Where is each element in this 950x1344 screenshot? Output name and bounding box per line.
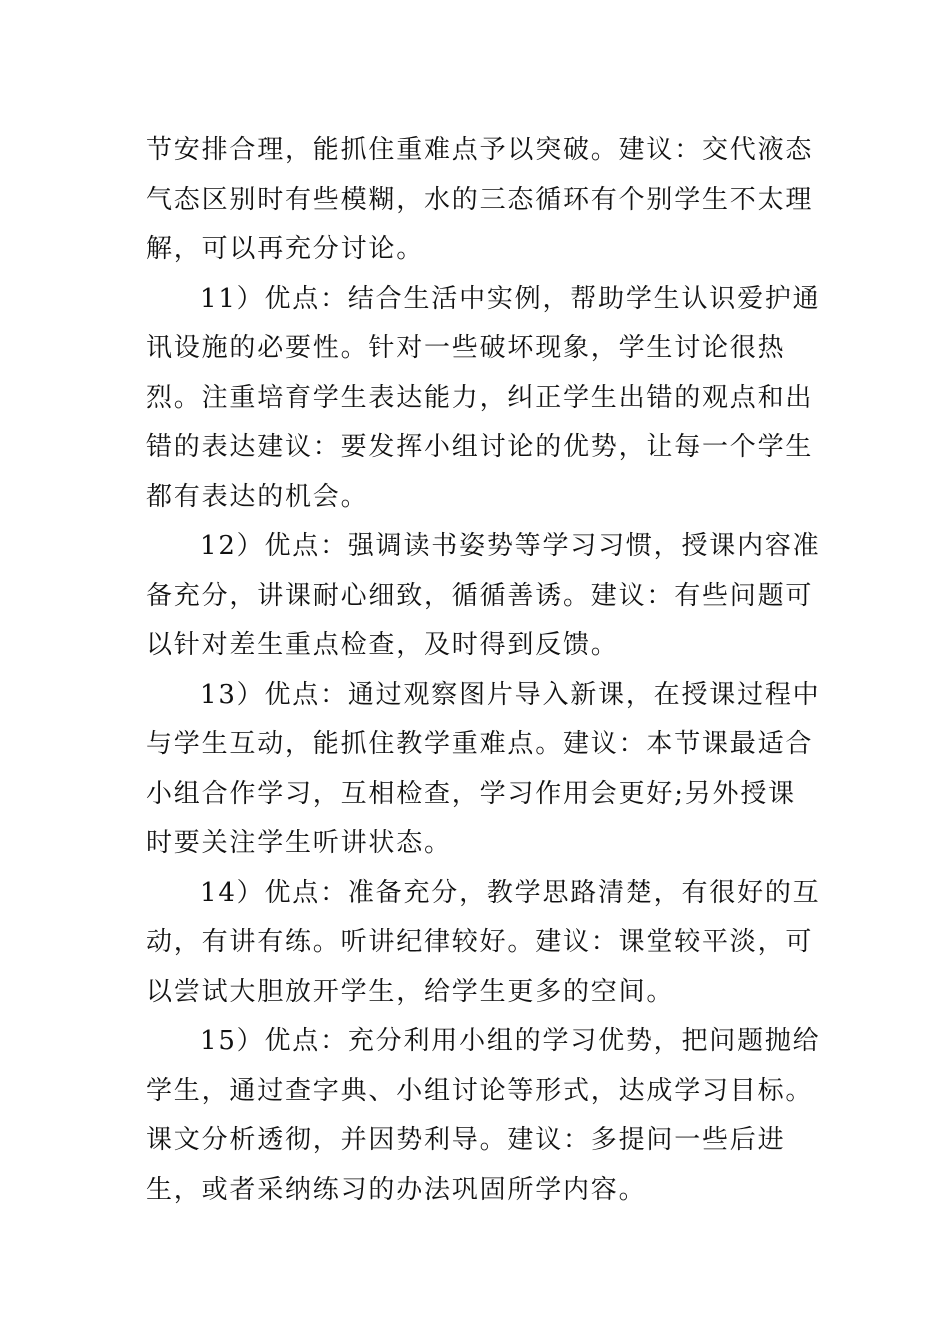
paragraph-item-13: 13）优点：通过观察图片导入新课，在授课过程中与学生互动，能抓住教学重难点。建议：本节课最适合小组合作学习，互相检查，学习作用会更好;另外授课时要关注学生听讲状态。 [146,679,821,858]
paragraph-item-14: 14）优点：准备充分，教学思路清楚，有很好的互动，有讲有练。听讲纪律较好。建议：课堂较平淡，可以尝试大胆放开学生，给学生更多的空间。 [146,877,821,1007]
paragraph-item-15: 15）优点：充分利用小组的学习优势，把问题抛给学生，通过查字典、小组讨论等形式，达成学习目标。课文分析透彻，并因势利导。建议：多提问一些后进生，或者采纳练习的办法巩固所学内容。 [146,1026,821,1205]
paragraph-continuation: 节安排合理，能抓住重难点予以突破。建议：交代液态气态区别时有些模糊，水的三态循环有个别学生不太理解，可以再充分讨论。 [146,135,814,264]
paragraph-item-12: 12）优点：强调读书姿势等学习习惯，授课内容准备充分，讲课耐心细致，循循善诱。建议：有些问题可以针对差生重点检查，及时得到反馈。 [146,531,821,660]
paragraph-item-11: 11）优点：结合生活中实例，帮助学生认识爱护通讯设施的必要性。针对一些破坏现象，学生讨论很热烈。注重培育学生表达能力，纠正学生出错的观点和出错的表达建议：要发挥小组讨论的优势，让每一个学生都有表达的机会。 [146,283,821,512]
document-body [146,126,822,1215]
